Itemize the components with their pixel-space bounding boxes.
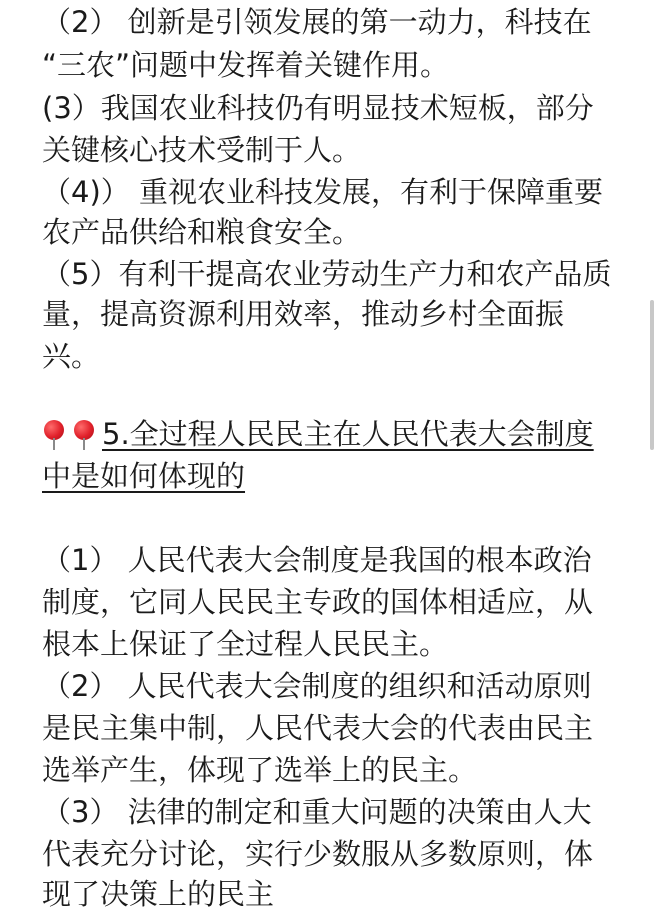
section-heading-text[interactable]: 5.全过程人民民主在人民代表大会制度 xyxy=(102,417,594,451)
section-heading-line2[interactable] xyxy=(42,456,245,496)
paragraph-line: 关键核心技术受制于人。 xyxy=(42,133,362,167)
paragraph-line: （2） 人民代表大会制度的组织和活动原则 xyxy=(42,669,592,703)
paragraph-line: 是民主集中制，人民代表大会的代表由民主 xyxy=(42,711,594,745)
paragraph-line: 现了决策上的民主 xyxy=(42,877,275,911)
section-heading[interactable] xyxy=(42,414,594,454)
paragraph-line: 代表充分讨论，实行少数服从多数原则，体 xyxy=(42,837,594,871)
paragraph-line: 选举产生，体现了选举上的民主。 xyxy=(42,753,478,787)
round-pushpin-icon xyxy=(72,416,96,452)
paragraph-line: 兴。 xyxy=(42,339,101,373)
paragraph-line: （3） 法律的制定和重大问题的决策由人大 xyxy=(42,795,592,829)
paragraph-line: 量，提高资源利用效率，推动乡村全面振 xyxy=(42,297,565,331)
paragraph-line: 农产品供给和粮食安全。 xyxy=(42,215,362,249)
scrollbar[interactable] xyxy=(650,300,654,450)
paragraph-line: （5）有利干提高农业劳动生产力和农产品质 xyxy=(42,257,612,291)
paragraph-line: 制度，它同人民民主专政的国体相适应，从 xyxy=(42,585,594,619)
paragraph-line: （2） 创新是引领发展的第一动力，科技在 xyxy=(42,5,592,39)
paragraph-line: （1） 人民代表大会制度是我国的根本政治 xyxy=(42,543,592,577)
paragraph-line: “三农”问题中发挥着关键作用。 xyxy=(42,48,450,82)
paragraph-line: 根本上保证了全过程人民民主。 xyxy=(42,627,449,661)
section-heading-text[interactable]: 中是如何体现的 xyxy=(42,459,246,493)
round-pushpin-icon xyxy=(42,416,66,452)
paragraph-line: （4)） 重视农业科技发展，有利于保障重要 xyxy=(42,175,603,209)
paragraph-line: (3）我国农业科技仍有明显技术短板，部分 xyxy=(42,91,594,125)
